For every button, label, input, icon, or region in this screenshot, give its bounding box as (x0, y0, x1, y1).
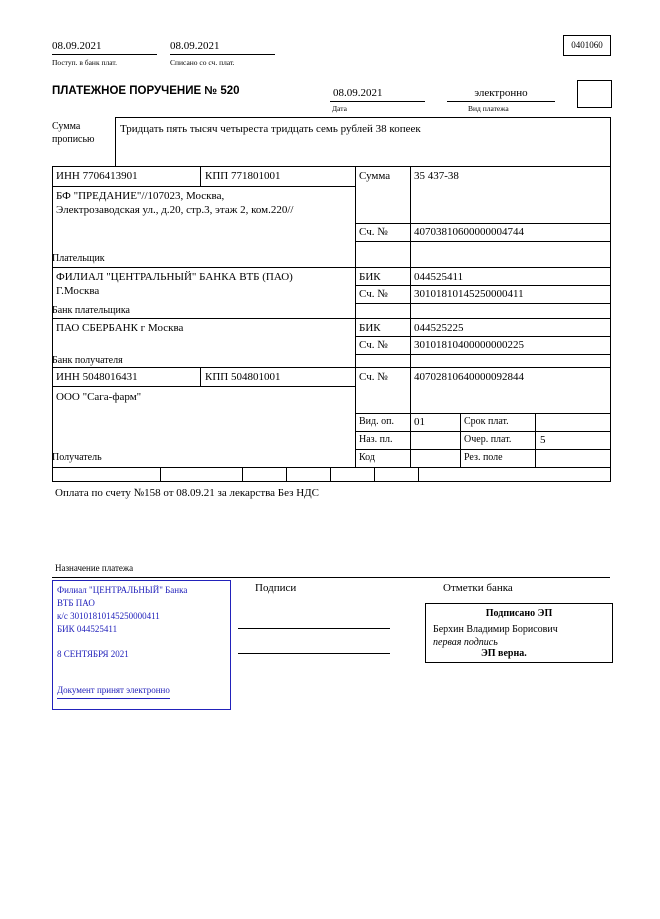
payee-bank-bik: 044525225 (414, 322, 464, 334)
payee-bank-section-label: Банк получателя (52, 355, 123, 366)
document-title: ПЛАТЕЖНОЕ ПОРУЧЕНИЕ № 520 (52, 85, 240, 97)
form-code-box (563, 35, 611, 56)
bank-stamp-line-4: БИК 044525411 (57, 624, 118, 634)
table-border (242, 467, 243, 481)
payee-bank-bik-label: БИК (359, 322, 381, 334)
date-debited-label: Списано со сч. плат. (170, 58, 235, 67)
bank-stamp-line-1: Филиал "ЦЕНТРАЛЬНЫЙ" Банка (57, 585, 188, 595)
signature-stamp-box (425, 603, 613, 663)
table-border (200, 166, 201, 186)
signatures-label: Подписи (255, 582, 297, 594)
date-debited-value: 08.09.2021 (170, 40, 220, 52)
table-border (330, 467, 331, 481)
signature-stamp-title: Подписано ЭП (485, 608, 553, 619)
table-border (355, 241, 610, 242)
payer-bank-account: 30101810145250000411 (414, 288, 524, 300)
doc-date-label: Дата (332, 104, 347, 113)
payment-kind-underline (447, 101, 555, 102)
payer-account-label: Сч. № (359, 226, 388, 238)
payment-purpose-text: Оплата по счету №158 от 08.09.21 за лекарства Без НДС (55, 487, 320, 499)
sum-value: 35 437-38 (414, 170, 459, 182)
bank-stamp-date: 8 СЕНТЯБРЯ 2021 (57, 649, 129, 659)
doc-date-value: 08.09.2021 (333, 87, 383, 99)
priority-value: 5 (540, 434, 546, 446)
priority-label: Очер. плат. (464, 434, 512, 445)
table-border (52, 166, 610, 167)
bank-stamp-note: Документ принят электронно (57, 685, 170, 699)
table-border (374, 467, 375, 481)
payee-account-label: Сч. № (359, 371, 388, 383)
payee-bank-name: ПАО СБЕРБАНК г Москва (56, 322, 184, 334)
reserve-label: Рез. поле (464, 452, 503, 463)
table-border (355, 336, 610, 337)
signature-stamp-name: Берхин Владимир Борисович (433, 624, 558, 635)
op-kind-label: Вид. оп. (359, 416, 394, 427)
table-border (52, 367, 610, 368)
purpose-code-label: Наз. пл. (359, 434, 393, 445)
payment-kind-label: Вид платежа (468, 104, 509, 113)
payee-bank-account-label: Сч. № (359, 339, 388, 351)
table-border (355, 354, 610, 355)
payee-inn: ИНН 5048016431 (56, 371, 138, 383)
term-label: Срок плат. (464, 416, 509, 427)
table-border (52, 166, 53, 481)
table-border (355, 166, 356, 467)
table-border (286, 467, 287, 481)
code-label: Код (359, 452, 375, 463)
payer-bank-section-label: Банк плательщика (52, 305, 130, 316)
table-border (355, 431, 610, 432)
date-received-underline (52, 54, 157, 55)
table-border (418, 467, 419, 481)
table-border (115, 117, 116, 166)
bank-stamp-line-3: к/с 30101810145250000411 (57, 611, 160, 621)
form-code: 0401060 (571, 40, 603, 50)
payee-kpp: КПП 504801001 (205, 371, 281, 383)
payee-account: 40702810640000092844 (414, 371, 524, 383)
bank-stamp-box (52, 580, 231, 710)
payer-bank-bik-label: БИК (359, 271, 381, 283)
payer-bank-name: ФИЛИАЛ "ЦЕНТРАЛЬНЫЙ" БАНКА ВТБ (ПАО) Г.Москва (56, 271, 296, 297)
payer-bank-account-label: Сч. № (359, 288, 388, 300)
payee-name: ООО "Сага-фарм" (56, 391, 142, 403)
amount-words-label-2: прописью (52, 134, 95, 145)
table-border (610, 117, 611, 481)
payer-name: БФ "ПРЕДАНИЕ"//107023, Москва, Электрозаводская ул., д.20, стр.3, этаж 2, ком.220// (56, 190, 294, 216)
date-received-label: Поступ. в банк плат. (52, 58, 117, 67)
table-border (535, 413, 536, 467)
payer-kpp: КПП 771801001 (205, 170, 281, 182)
table-border (52, 481, 611, 482)
payer-account: 40703810600000004744 (414, 226, 524, 238)
signature-stamp-subtitle: первая подпись (433, 637, 498, 648)
amount-words-label-1: Сумма (52, 121, 81, 132)
signature-line-1 (238, 628, 390, 629)
bank-stamp-line-2: ВТБ ПАО (57, 598, 95, 608)
table-border (355, 449, 610, 450)
op-kind-value: 01 (414, 416, 425, 428)
bank-marks-label: Отметки банка (443, 582, 513, 594)
table-border (200, 367, 201, 386)
table-border (460, 413, 461, 467)
payment-purpose-label: Назначение платежа (55, 563, 134, 573)
table-border (52, 267, 610, 268)
payee-bank-account: 30101810400000000225 (414, 339, 524, 351)
table-border (355, 413, 610, 414)
payer-inn: ИНН 7706413901 (56, 170, 138, 182)
signature-stamp-verified: ЭП верна. (481, 648, 527, 659)
purpose-underline (52, 577, 610, 578)
table-border (355, 223, 610, 224)
sum-label: Сумма (359, 170, 391, 182)
payment-kind-value: электронно (474, 87, 528, 99)
date-received-value: 08.09.2021 (52, 40, 102, 52)
table-border (115, 117, 610, 118)
table-border (52, 186, 355, 187)
table-border (410, 166, 411, 467)
signature-line-2 (238, 653, 390, 654)
priority-corner-box (577, 80, 612, 108)
doc-date-underline (330, 101, 425, 102)
payer-bank-bik: 044525411 (414, 271, 464, 283)
payer-section-label: Плательщик (52, 253, 105, 264)
table-border (160, 467, 161, 481)
date-debited-underline (170, 54, 275, 55)
table-border (52, 318, 610, 319)
table-border (355, 285, 610, 286)
payee-section-label: Получатель (52, 452, 102, 463)
table-border (355, 303, 610, 304)
table-border (52, 467, 610, 468)
amount-in-words: Тридцать пять тысяч четыреста тридцать семь рублей 38 копеек (120, 123, 421, 135)
table-border (52, 386, 355, 387)
